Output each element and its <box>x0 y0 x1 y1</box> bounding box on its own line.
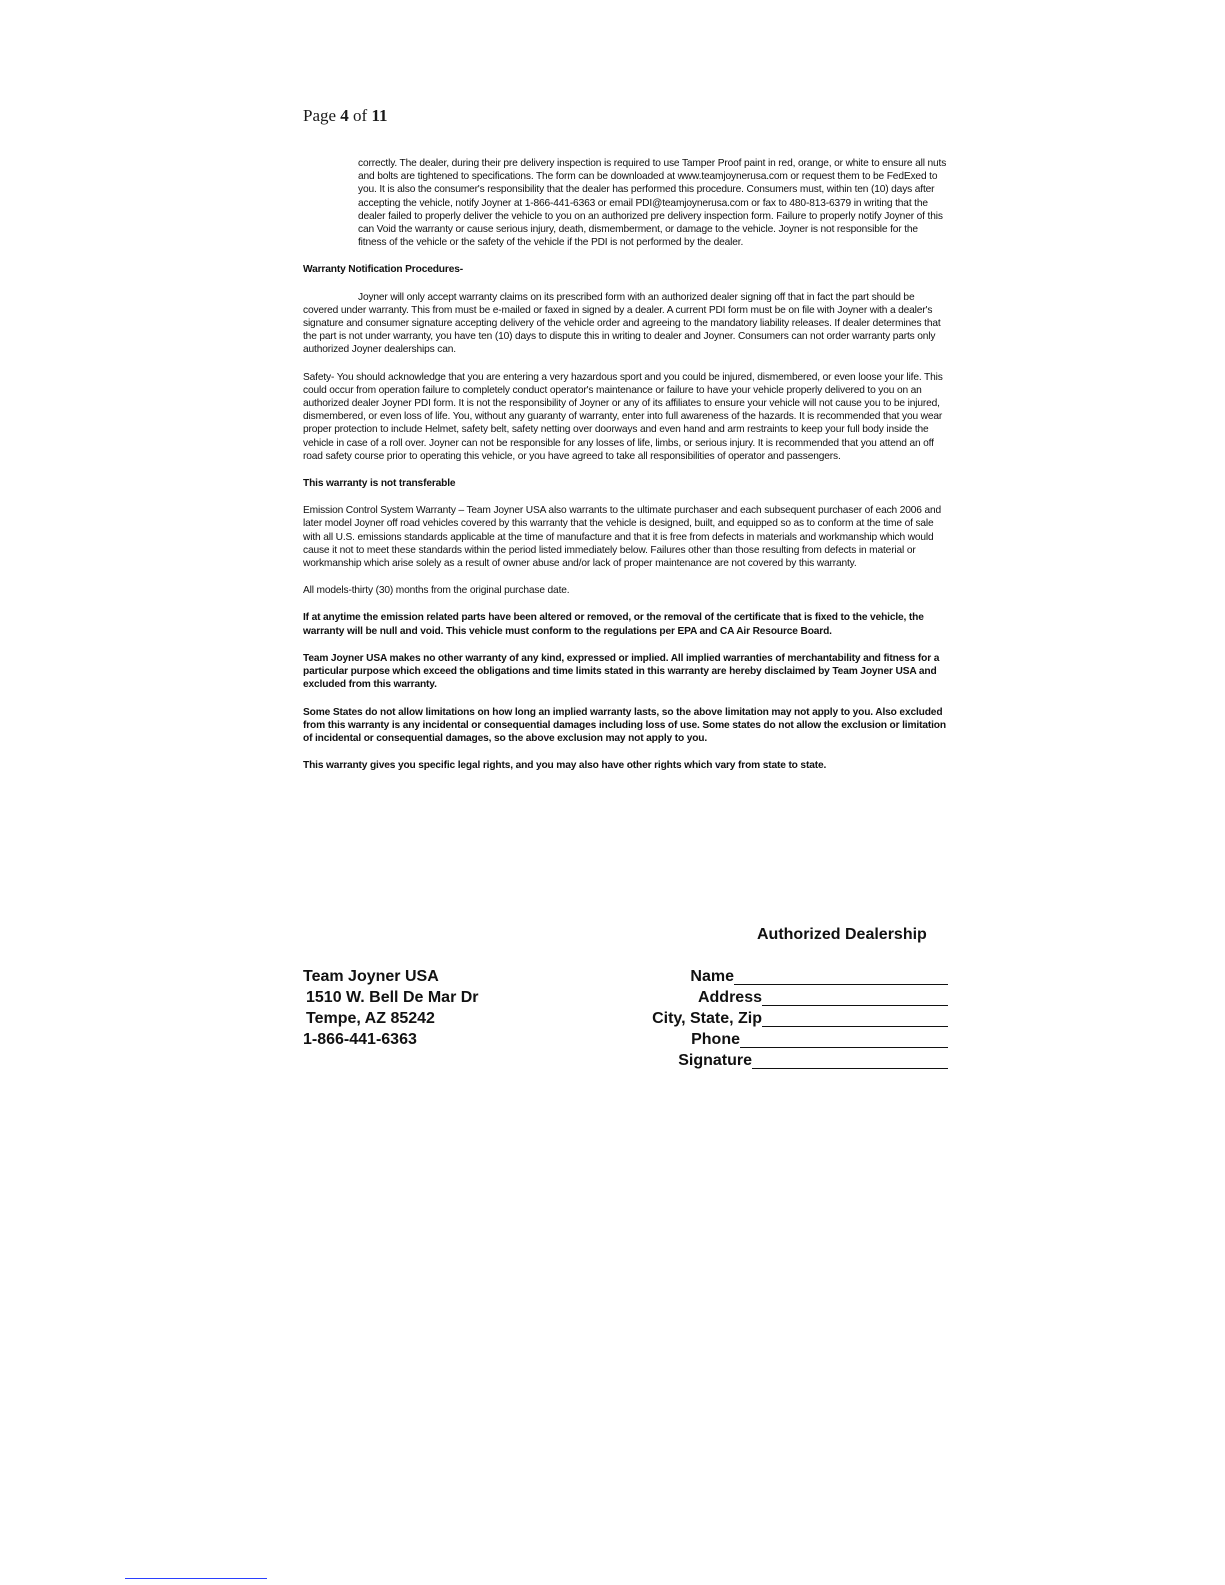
notification-section <box>303 263 948 356</box>
pdi-continued-paragraph: correctly. The dealer, during their pre delivery inspection is required to use Tamper Proof paint in red, orange, or white to ensure all nuts and bolts are tightened to specifications. The form can be downloaded at www.teamjoynerusa.com or request them to be FedExed to you. It is also the consumer's responsibility that the dealer has performed this procedure. Consumers must, within ten (10) days after accepting the vehicle, notify Joyner at 1-866-441-6363 or email PDI@teamjoynerusa.com or fax to 480-813-6379 in writing that the dealer failed to properly deliver the vehicle to you on an authorized pre delivery inspection form. Failure to properly notify Joyner of this can Void the warranty or cause serious injury, death, dismemberment, or damage to the vehicle. Joyner is not responsible for the fitness of the vehicle or the safety of the vehicle if the PDI is not performed by the dealer. <box>358 158 947 249</box>
dealer-phone-line[interactable] <box>740 1031 948 1048</box>
safety-paragraph: Safety- You should acknowledge that you are entering a very hazardous sport and you could be injured, dismembered, or even loose your life. This could occur from operation failure to completely conduct operator's maintenance or failure to have your vehicle properly delivered to you on an authorized dealer Joyner PDI form. It is not the responsibility of Joyner or any of its affiliates to ensure your vehicle will not cause you to be injured, dismembered, or even loss of life. You, without any guaranty of warranty, enter into full awareness of the hazards. It is recommended that you wear proper protection to include Helmet, safety belt, safety netting over doorways and even hand and arm restraints to keep your full body inside the vehicle in case of a roll over. Joyner can not be responsible for any losses of life, limbs, or serious injury. It is recommended that you attend an off road safety course prior to operating this vehicle, or you have agreed to take all responsibilities of operator and passengers. <box>303 371 943 462</box>
dealer-name-label: Name <box>690 968 734 985</box>
legal-rights-paragraph: This warranty gives you specific legal rights, and you may also have other rights which vary from state to state. <box>303 760 827 772</box>
dealer-form-fields <box>600 966 948 1071</box>
dealer-address-field[interactable] <box>600 987 948 1008</box>
dealer-address-line[interactable] <box>762 989 948 1006</box>
page-number <box>303 106 388 126</box>
dealer-signature-line[interactable] <box>752 1052 948 1069</box>
company-phone: 1-866-441-6363 <box>303 1031 417 1048</box>
dealer-city-state-zip-label: City, State, Zip <box>652 1010 762 1027</box>
dealer-name-field[interactable] <box>600 966 948 987</box>
footer-link-underline[interactable] <box>125 1578 267 1579</box>
page-current: 4 <box>340 106 349 125</box>
page-prefix: Page <box>303 106 341 125</box>
page-total: 11 <box>371 106 388 125</box>
all-models-paragraph: All models-thirty (30) months from the original purchase date. <box>303 585 570 597</box>
dealer-phone-label: Phone <box>691 1031 740 1048</box>
dealer-signature-label: Signature <box>678 1052 752 1069</box>
page-of: of <box>348 106 372 125</box>
notification-heading: Warranty Notification Procedures- <box>303 264 463 276</box>
company-street: 1510 W. Bell De Mar Dr <box>306 989 479 1006</box>
dealer-city-state-zip-line[interactable] <box>762 1010 948 1027</box>
dealer-phone-field[interactable] <box>600 1029 948 1050</box>
notification-paragraph: Joyner will only accept warranty claims on its prescribed form with an authorized dealer signing off that in fact the part should be covered under warranty. This from must be e-mailed or faxed in signed by a dealer. A current PDI form must be on file with Joyner with a dealer's signature and consumer signature accepting delivery of the vehicle order and agreeing to the mandatory liability releases. If dealer determines that the part is not under warranty, you have ten (10) days to dispute this in writing to dealer and Joyner. Consumers can not order warranty parts only authorized Joyner dealerships can. <box>303 291 941 356</box>
dealer-city-state-zip-field[interactable] <box>600 1008 948 1029</box>
altered-paragraph: If at anytime the emission related parts have been altered or removed, or the removal of the certificate that is fixed to the vehicle, the warranty will be null and void. This vehicle must conform to the regulations per EPA and CA Air Resource Board. <box>303 612 924 637</box>
company-city: Tempe, AZ 85242 <box>306 1010 435 1027</box>
dealer-address-label: Address <box>697 989 762 1006</box>
no-other-warranty-paragraph: Team Joyner USA makes no other warranty of any kind, expressed or implied. All implied warranties of merchantability and fitness for a particular purpose which exceed the obligations and time limits stated in this warranty are hereby disclaimed by Team Joyner USA and excluded from this warranty. <box>303 652 940 691</box>
some-states-paragraph: Some States do not allow limitations on how long an implied warranty lasts, so the above limitation may not apply to you. Also excluded from this warranty is any incidental or consequential damages including loss of use. Some states do not allow the exclusion or limitation of incidental or consequential damages, so the above exclusion may not apply to you. <box>303 706 946 744</box>
warranty-body <box>303 157 948 786</box>
dealer-signature-field[interactable] <box>600 1050 948 1071</box>
emission-paragraph: Emission Control System Warranty – Team Joyner USA also warrants to the ultimate purchaser and each subsequent purchaser of each 2006 and later model Joyner off road vehicles covered by this warranty that the vehicle is designed, built, and equipped so as to conform at the time of sale with all U.S. emissions standards applicable at the time of manufacture and that it is free from defects in materials and workmanship which would cause it not to meet these standards within the period listed immediately below. Failures other than those resulting from defects in material or workmanship which arise solely as a result of owner abuse and/or lack of proper maintenance are not covered by this warranty. <box>303 505 942 570</box>
company-address-block <box>303 966 479 1050</box>
company-name: Team Joyner USA <box>303 968 439 985</box>
not-transferable-note: This warranty is not transferable <box>303 478 456 490</box>
authorized-dealership-heading: Authorized Dealership <box>757 926 927 943</box>
dealer-name-line[interactable] <box>734 968 948 985</box>
